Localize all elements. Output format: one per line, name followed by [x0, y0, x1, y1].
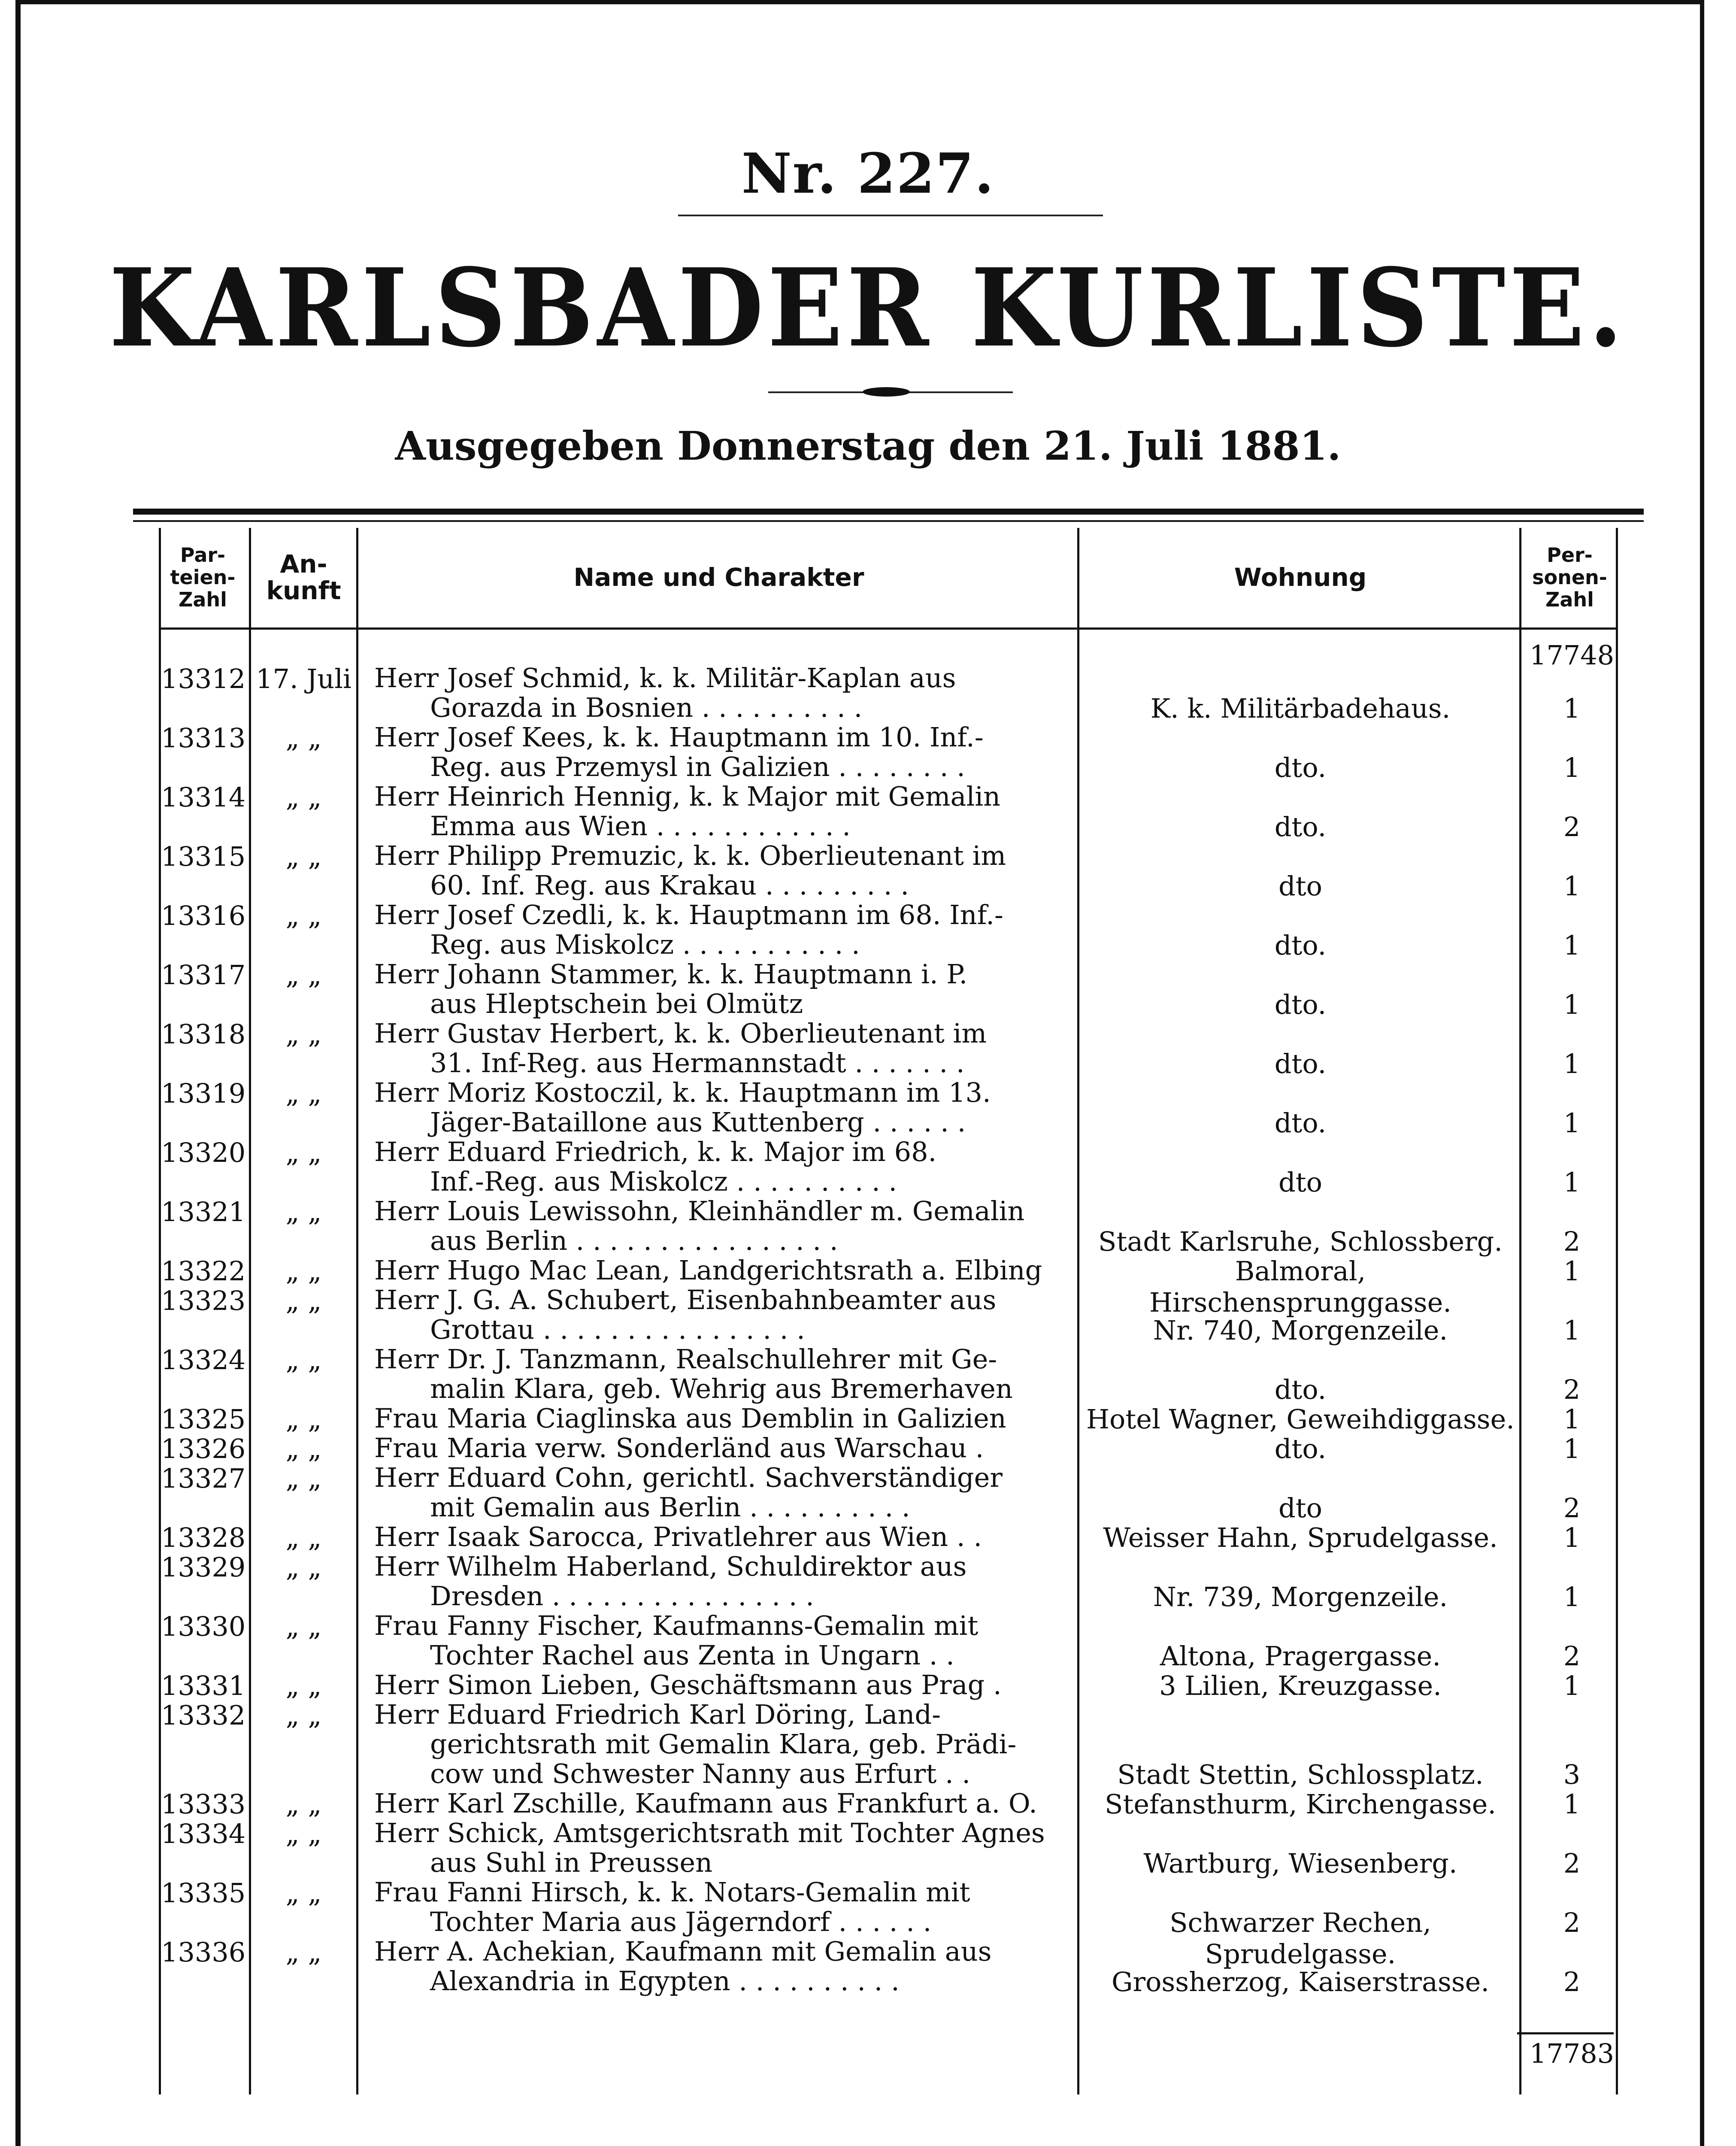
entry-persons: 1: [1563, 693, 1581, 724]
col-line-right: [1616, 528, 1618, 2094]
entry-name: [374, 1670, 1069, 1700]
entry-name-line: Herr Wilhelm Haberland, Schuldirektor aus: [374, 1551, 967, 1582]
entry-number: 13322: [161, 1255, 246, 1287]
entry-number: 13319: [161, 1078, 246, 1109]
entry-persons: 1: [1563, 1670, 1581, 1701]
entry-name-line: Gorazda in Bosnien . . . . . . . . . .: [430, 692, 863, 723]
ornament-dot: [863, 387, 910, 397]
entry-number: 13317: [161, 959, 246, 991]
entry-residence: Stefansthurm, Kirchengasse.: [1104, 1788, 1497, 1820]
issue-number: Nr. 227.: [741, 142, 995, 206]
entry-residence: Hotel Wagner, Geweihdiggasse.: [1086, 1403, 1515, 1435]
entry-residence: Altona, Pragergasse.: [1160, 1640, 1441, 1672]
entry-name-line: Tochter Maria aus Jägerndorf . . . . . .: [430, 1906, 932, 1937]
entry-number: 13325: [161, 1403, 246, 1435]
entry-name-line: 31. Inf-Reg. aus Hermannstadt . . . . . . .: [430, 1047, 965, 1079]
entry-name-line: Alexandria in Egypten . . . . . . . . . .: [430, 1965, 900, 1997]
entry-name-line: Herr Josef Schmid, k. k. Militär-Kaplan aus: [374, 662, 956, 694]
entry-name-line: Grottau . . . . . . . . . . . . . . . .: [430, 1314, 805, 1345]
entry-residence: dto.: [1274, 1048, 1327, 1079]
entry-residence: dto.: [1274, 1433, 1327, 1464]
entry-name: [374, 1818, 1069, 1877]
entry-arrival: „ „: [285, 1403, 322, 1435]
entry-residence: Weisser Hahn, Sprudelgasse.: [1103, 1522, 1498, 1553]
entry-number: 13314: [161, 782, 246, 813]
entry-persons: 1: [1563, 1048, 1581, 1079]
entry-residence: dto.: [1274, 752, 1327, 783]
entry-persons: 1: [1563, 989, 1581, 1020]
entry-persons: 1: [1563, 1581, 1581, 1613]
entry-name-line: Herr Isaak Sarocca, Privatlehrer aus Wien . .: [374, 1521, 982, 1552]
entry-persons: 1: [1563, 1788, 1581, 1820]
entry-name: [374, 782, 1069, 841]
entry-number: 13324: [161, 1344, 246, 1376]
entry-name-line: gerichtsrath mit Gemalin Klara, geb. Prädi-: [430, 1728, 1017, 1760]
entry-name-line: cow und Schwester Nanny aus Erfurt . .: [430, 1758, 971, 1789]
entry-name-line: Herr Eduard Cohn, gerichtl. Sachverständiger: [374, 1462, 1003, 1493]
entry-persons: 2: [1563, 1907, 1581, 1938]
entry-name: [374, 1255, 1069, 1285]
entry-residence: dto.: [1274, 930, 1327, 961]
entry-residence: K. k. Militärbadehaus.: [1150, 693, 1451, 724]
entry-name: [374, 663, 1069, 722]
entry-name: [374, 1137, 1069, 1196]
entry-name-line: Frau Maria Ciaglinska aus Demblin in Galizien: [374, 1403, 1006, 1434]
entry-arrival: „ „: [285, 959, 322, 991]
entry-number: 13312: [161, 663, 246, 694]
col-header-parteien: Par- teien- Zahl: [170, 543, 236, 611]
entry-number: 13315: [161, 841, 246, 872]
entry-name-line: Frau Fanni Hirsch, k. k. Notars-Gemalin mit: [374, 1876, 970, 1908]
page-title: KARLSBADER KURLISTE.: [109, 245, 1627, 371]
entry-name: [374, 1433, 1069, 1463]
entry-persons: 2: [1563, 1966, 1581, 1997]
carry-over-total: 17748: [1529, 640, 1615, 671]
entry-name-line: Jäger-Bataillone aus Kuttenberg . . . . . .: [430, 1106, 966, 1138]
entry-arrival: „ „: [285, 1937, 322, 1968]
entry-name-line: Herr Hugo Mac Lean, Landgerichtsrath a. Elbing: [374, 1255, 1042, 1286]
entry-residence: Wartburg, Wiesenberg.: [1143, 1848, 1457, 1879]
entry-name-line: Herr Moriz Kostoczil, k. k. Hauptmann im 13.: [374, 1077, 991, 1108]
entry-arrival: „ „: [285, 1788, 322, 1820]
entry-name-line: Herr Dr. J. Tanzmann, Realschullehrer mit Ge-: [374, 1343, 997, 1375]
table-top-rule-thin: [133, 520, 1644, 522]
entry-persons: 1: [1563, 1315, 1581, 1346]
entry-arrival: „ „: [285, 1818, 322, 1849]
entry-number: 13318: [161, 1018, 246, 1050]
entry-arrival: „ „: [285, 1344, 322, 1376]
entry-number: 13331: [161, 1670, 246, 1701]
entry-name-line: malin Klara, geb. Wehrig aus Bremerhaven: [430, 1373, 1013, 1404]
entry-persons: 1: [1563, 1433, 1581, 1464]
entry-residence: dto: [1279, 1167, 1322, 1198]
entry-number: 13321: [161, 1196, 246, 1228]
entry-arrival: „ „: [285, 722, 322, 754]
col-line-4: [1519, 528, 1521, 2094]
entry-name: [374, 959, 1069, 1018]
entry-name-line: Herr Gustav Herbert, k. k. Oberlieutenant im: [374, 1018, 987, 1049]
entry-arrival: „ „: [285, 1877, 322, 1909]
col-header-ankunft: An- kunft: [266, 549, 341, 605]
entry-arrival: „ „: [285, 1552, 322, 1583]
entry-name-line: Frau Fanny Fischer, Kaufmanns-Gemalin mit: [374, 1610, 979, 1641]
entry-name: [374, 1018, 1069, 1078]
entry-number: 13323: [161, 1285, 246, 1316]
entry-residence: dto: [1279, 1492, 1322, 1524]
entry-name: [374, 722, 1069, 782]
entry-persons: 1: [1563, 930, 1581, 961]
entry-name-line: 60. Inf. Reg. aus Krakau . . . . . . . . .: [430, 870, 909, 901]
entry-name: [374, 1285, 1069, 1344]
entry-persons: 1: [1563, 1107, 1581, 1139]
col-header-personen: Per- sonen- Zahl: [1532, 543, 1607, 611]
entry-name-line: Tochter Rachel aus Zenta in Ungarn . .: [430, 1640, 954, 1671]
top-edge: [15, 0, 1704, 4]
entry-residence: dto.: [1274, 989, 1327, 1020]
entry-name-line: aus Suhl in Preussen: [430, 1847, 712, 1878]
total-rule: [1517, 2032, 1614, 2034]
entry-persons: 1: [1563, 870, 1581, 902]
entry-residence: dto.: [1274, 1107, 1327, 1139]
entry-residence: Stadt Karlsruhe, Schlossberg.: [1098, 1226, 1503, 1257]
entry-persons: 2: [1563, 1374, 1581, 1405]
entry-name-line: Herr Heinrich Hennig, k. k Major mit Gemalin: [374, 781, 1001, 812]
entry-number: 13332: [161, 1700, 246, 1731]
entry-persons: 2: [1563, 1492, 1581, 1524]
entry-arrival: „ „: [285, 1670, 322, 1701]
entry-arrival: „ „: [285, 1078, 322, 1109]
entry-name-line: Reg. aus Przemysl in Galizien . . . . . . . .: [430, 751, 965, 782]
col-line-2: [356, 528, 358, 2094]
entry-arrival: „ „: [285, 1433, 322, 1464]
entry-residence: dto.: [1274, 811, 1327, 843]
entry-residence: 3 Lilien, Kreuzgasse.: [1159, 1670, 1442, 1701]
entry-name-line: Herr Josef Kees, k. k. Hauptmann im 10. Inf.-: [374, 721, 984, 753]
entry-arrival: „ „: [285, 1255, 322, 1287]
entry-arrival: „ „: [285, 1285, 322, 1316]
entry-arrival: „ „: [285, 1196, 322, 1228]
entry-persons: 1: [1563, 752, 1581, 783]
entry-persons: 3: [1563, 1759, 1581, 1790]
entry-number: 13335: [161, 1877, 246, 1909]
entry-persons: 2: [1563, 1640, 1581, 1672]
entry-persons: 2: [1563, 1226, 1581, 1257]
entry-name-line: Emma aus Wien . . . . . . . . . . . .: [430, 810, 851, 842]
entry-name-line: aus Berlin . . . . . . . . . . . . . . . .: [430, 1225, 838, 1256]
entry-arrival: 17. Juli: [256, 663, 351, 694]
entry-name: [374, 1552, 1069, 1611]
entry-name-line: Herr Louis Lewissohn, Kleinhändler m. Gemalin: [374, 1195, 1025, 1227]
number-rule: [678, 215, 1103, 216]
entry-number: 13326: [161, 1433, 246, 1464]
col-line-3: [1077, 528, 1079, 2094]
entry-name: [374, 900, 1069, 959]
entry-arrival: „ „: [285, 1463, 322, 1494]
entry-name-line: Herr A. Achekian, Kaufmann mit Gemalin aus: [374, 1936, 992, 1967]
entry-residence: Schwarzer Rechen, Sprudelgasse.: [1169, 1907, 1431, 1970]
entry-number: 13333: [161, 1788, 246, 1820]
entry-number: 13328: [161, 1522, 246, 1553]
issue-date: Ausgegeben Donnerstag den 21. Juli 1881.: [395, 423, 1341, 469]
entry-name-line: Herr Eduard Friedrich, k. k. Major im 68.: [374, 1136, 937, 1167]
entry-name-line: Dresden . . . . . . . . . . . . . . . .: [430, 1580, 814, 1612]
entry-arrival: „ „: [285, 1137, 322, 1168]
entry-residence: Nr. 740, Morgenzeile.: [1153, 1315, 1448, 1346]
entry-arrival: „ „: [285, 782, 322, 813]
entry-name: [374, 1877, 1069, 1937]
entry-name-line: Reg. aus Miskolcz . . . . . . . . . . .: [430, 929, 860, 960]
entry-arrival: „ „: [285, 900, 322, 931]
entry-name-line: mit Gemalin aus Berlin . . . . . . . . . .: [430, 1491, 910, 1523]
entry-residence: Grossherzog, Kaiserstrasse.: [1111, 1966, 1490, 1997]
entry-arrival: „ „: [285, 841, 322, 872]
entry-number: 13313: [161, 722, 246, 754]
col-header-wohnung: Wohnung: [1234, 563, 1367, 592]
entry-residence: Balmoral, Hirschensprunggasse.: [1149, 1255, 1451, 1318]
entry-residence: Nr. 739, Morgenzeile.: [1153, 1581, 1448, 1613]
entry-name: [374, 1344, 1069, 1403]
entry-name: [374, 841, 1069, 900]
table-top-rule: [133, 509, 1644, 515]
entry-name-line: Herr Josef Czedli, k. k. Hauptmann im 68. Inf.-: [374, 899, 1003, 931]
entry-number: 13330: [161, 1611, 246, 1642]
entry-number: 13336: [161, 1937, 246, 1968]
entry-name: [374, 1403, 1069, 1433]
entry-name-line: Herr Philipp Premuzic, k. k. Oberlieutenant im: [374, 840, 1006, 871]
entry-residence: dto: [1279, 870, 1322, 902]
entry-persons: 1: [1563, 1522, 1581, 1553]
entry-name-line: Herr Johann Stammer, k. k. Hauptmann i. P.: [374, 958, 968, 990]
entry-name: [374, 1700, 1069, 1788]
entry-name-line: Herr Karl Zschille, Kaufmann aus Frankfurt a. O.: [374, 1788, 1037, 1819]
entry-name-line: Herr Eduard Friedrich Karl Döring, Land-: [374, 1699, 941, 1730]
entry-arrival: „ „: [285, 1018, 322, 1050]
entry-number: 13327: [161, 1463, 246, 1494]
grand-total: 17783: [1529, 2038, 1615, 2069]
entry-persons: 1: [1563, 1167, 1581, 1198]
entry-name-line: Herr Simon Lieben, Geschäftsmann aus Prag .: [374, 1669, 1002, 1700]
entry-persons: 2: [1563, 811, 1581, 843]
entry-name: [374, 1611, 1069, 1670]
entry-number: 13329: [161, 1552, 246, 1583]
entry-arrival: „ „: [285, 1522, 322, 1553]
entry-name: [374, 1078, 1069, 1137]
entry-persons: 1: [1563, 1403, 1581, 1435]
entry-name-line: Inf.-Reg. aus Miskolcz . . . . . . . . . .: [430, 1166, 897, 1197]
entry-number: 13334: [161, 1818, 246, 1849]
entry-name: [374, 1937, 1069, 1996]
header-rule: [159, 627, 1618, 630]
entry-name-line: Herr Schick, Amtsgerichtsrath mit Tochter Agnes: [374, 1817, 1045, 1849]
entry-number: 13320: [161, 1137, 246, 1168]
entry-arrival: „ „: [285, 1611, 322, 1642]
entry-persons: 1: [1563, 1255, 1581, 1287]
entry-name: [374, 1522, 1069, 1552]
entry-name: [374, 1463, 1069, 1522]
entry-name-line: Frau Maria verw. Sonderländ aus Warschau .: [374, 1432, 984, 1464]
col-header-name: Name und Charakter: [573, 563, 864, 592]
entry-name: [374, 1196, 1069, 1255]
entry-name-line: aus Hleptschein bei Olmütz: [430, 988, 803, 1019]
entry-arrival: „ „: [285, 1700, 322, 1731]
entry-persons: 2: [1563, 1848, 1581, 1879]
entry-name-line: Herr J. G. A. Schubert, Eisenbahnbeamter aus: [374, 1284, 997, 1315]
entry-residence: dto.: [1274, 1374, 1327, 1405]
entry-residence: Stadt Stettin, Schlossplatz.: [1117, 1759, 1484, 1790]
entry-name: [374, 1788, 1069, 1818]
entry-number: 13316: [161, 900, 246, 931]
